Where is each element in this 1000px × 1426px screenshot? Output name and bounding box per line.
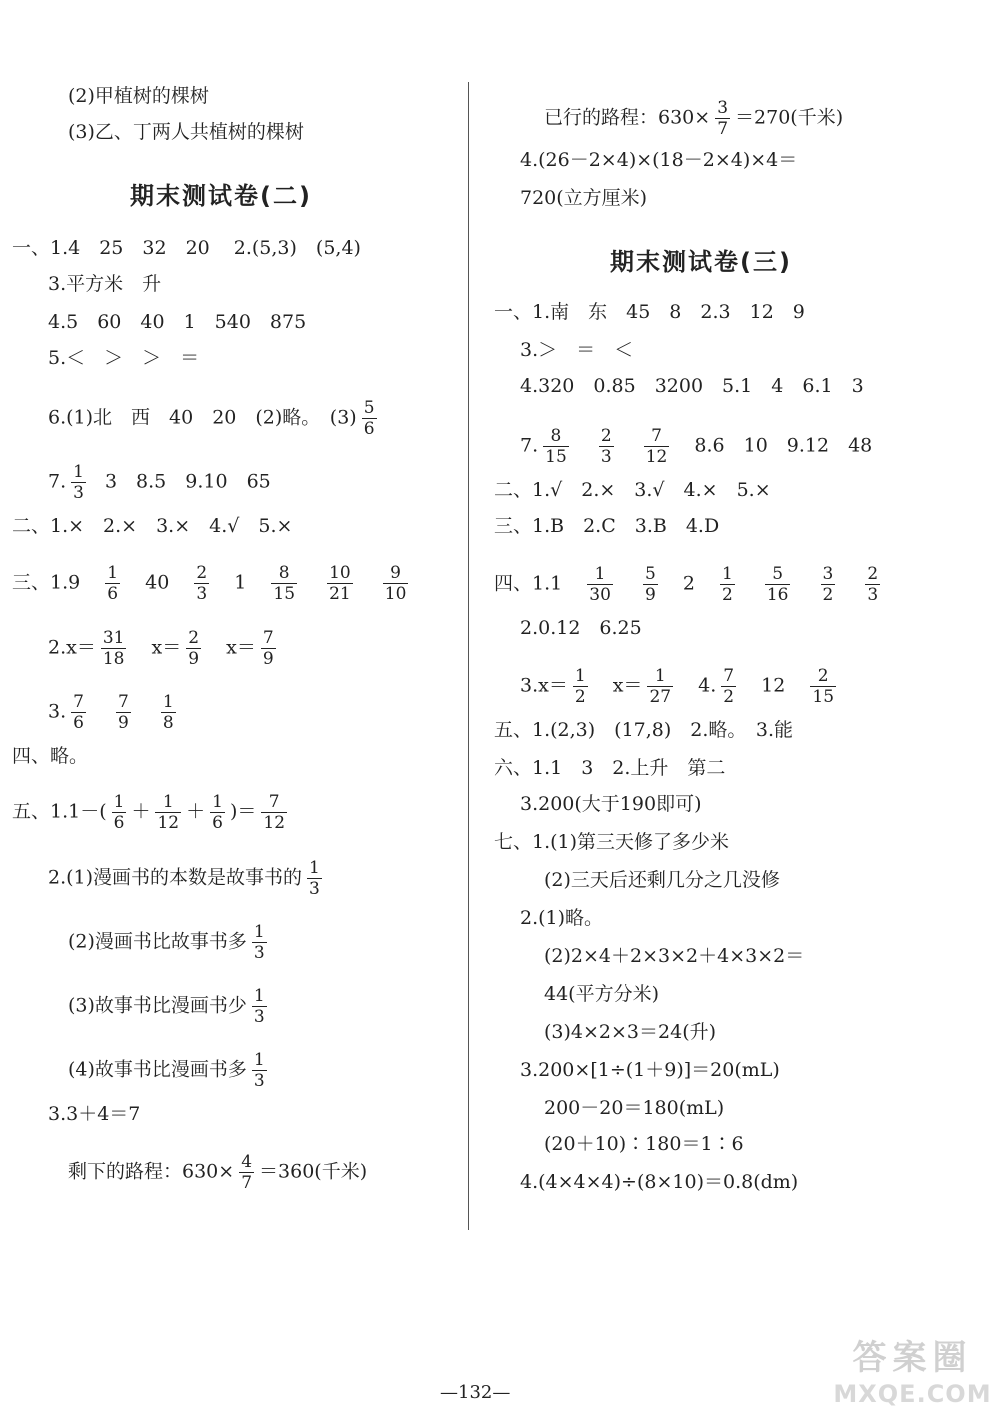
answer-line: 3.200(大于190即可) <box>520 793 702 815</box>
answer-line: 3. $\frac{7}{6}$ $\frac{7}{9}$ $\frac{1}{8}$ <box>48 692 174 733</box>
answer-line: 六、1.1 3 2.上升 第二 <box>494 757 726 779</box>
answer-line: 44(平方分米) <box>544 983 660 1005</box>
fraction: $\frac{31}{18}$ <box>102 628 125 669</box>
fraction: $\frac{8}{15}$ <box>545 426 567 467</box>
fraction: $\frac{1}{3}$ <box>253 986 265 1027</box>
answer-line: 2.(1)漫画书的本数是故事书的 $\frac{1}{3}$ <box>48 858 320 899</box>
section-heading: 期末测试卷(二) <box>130 182 312 210</box>
fraction: $\frac{8}{15}$ <box>273 563 296 604</box>
fraction: $\frac{1}{6}$ <box>113 792 125 833</box>
answer-line: 3.＞ ＝ ＜ <box>520 339 634 361</box>
fraction: $\frac{5}{6}$ <box>363 398 375 439</box>
fraction: $\frac{7}{6}$ <box>73 692 84 733</box>
fraction: $\frac{10}{21}$ <box>329 563 351 604</box>
fraction: $\frac{2}{9}$ <box>188 628 200 669</box>
page-number: —132— <box>440 1382 511 1403</box>
fraction: $\frac{4}{7}$ <box>241 1152 253 1193</box>
answer-line: 7. $\frac{8}{15}$ $\frac{2}{3}$ $\frac{7}{12}$ 8.6 10 9.12 48 <box>520 426 873 467</box>
answer-line: 五、1.1－( $\frac{1}{6}$ ＋ $\frac{1}{12}$ ＋ $\frac{1}{6}$ )＝ $\frac{7}{12}$ <box>12 792 286 833</box>
answer-line: (20＋10)∶180＝1∶6 <box>544 1133 744 1155</box>
watermark-logo <box>830 1330 995 1420</box>
answer-line: 4.(26－2×4)×(18－2×4)×4＝ <box>520 149 798 171</box>
fraction: $\frac{7}{12}$ <box>263 792 286 833</box>
fraction: $\frac{2}{3}$ <box>196 563 208 604</box>
watermark-title: 答案圈 <box>852 1338 973 1378</box>
fraction: $\frac{2}{3}$ <box>867 564 879 605</box>
fraction: $\frac{7}{9}$ <box>262 628 274 669</box>
fraction: $\frac{5}{9}$ <box>644 564 656 605</box>
answer-line: (3)故事书比漫画书少 $\frac{1}{3}$ <box>68 986 265 1027</box>
fraction: $\frac{3}{2}$ <box>822 564 834 605</box>
fraction: $\frac{1}{12}$ <box>157 792 180 833</box>
answer-line: 五、1.(2,3) (17,8) 2.略。 3.能 <box>494 719 794 741</box>
answer-line: 3.3＋4＝7 <box>48 1103 141 1125</box>
answer-line: 七、1.(1)第三天修了多少米 <box>494 831 730 853</box>
answer-line: 200－20＝180(mL) <box>544 1097 725 1119</box>
fraction: $\frac{1}{3}$ <box>309 858 320 899</box>
answer-line: 四、1.1 $\frac{1}{30}$ $\frac{5}{9}$ 2 $\frac{1}{2}$ $\frac{5}{16}$ $\frac{3}{2}$ $\frac{2}{3}$ <box>494 564 879 605</box>
fraction: $\frac{7}{9}$ <box>118 692 129 733</box>
answer-line: (2)三天后还剩几分之几没修 <box>544 869 780 891</box>
answer-line: 剩下的路程：630× $\frac{4}{7}$ ＝360(千米) <box>68 1152 368 1193</box>
answer-line: 二、1.× 2.× 3.× 4.√ 5.× <box>12 515 293 537</box>
fraction: $\frac{1}{8}$ <box>162 692 174 733</box>
fraction: $\frac{1}{6}$ <box>212 792 223 833</box>
answer-line: 四、略。 <box>12 745 89 767</box>
fraction: $\frac{1}{3}$ <box>73 462 84 503</box>
answer-line: 3.200×[1÷(1＋9)]＝20(mL) <box>520 1059 780 1081</box>
answer-line: 二、1.√ 2.× 3.√ 4.× 5.× <box>494 479 771 501</box>
answer-line: 一、1.南 东 45 8 2.3 12 9 <box>494 301 805 323</box>
answer-line: 三、1.B 2.C 3.B 4.D <box>494 515 720 537</box>
answer-line: (3)4×2×3＝24(升) <box>544 1021 717 1043</box>
fraction: $\frac{7}{2}$ <box>723 666 735 707</box>
fraction: $\frac{1}{2}$ <box>721 564 733 605</box>
fraction: $\frac{1}{3}$ <box>253 922 265 963</box>
fraction: $\frac{1}{30}$ <box>589 564 611 605</box>
answer-line: 7. $\frac{1}{3}$ 3 8.5 9.10 65 <box>48 462 271 503</box>
fraction: $\frac{9}{10}$ <box>384 563 407 604</box>
answer-line: 5.＜ ＞ ＞ ＝ <box>48 347 200 369</box>
answer-line: 2.x＝ $\frac{31}{18}$ x＝ $\frac{2}{9}$ x＝ $\frac{7}{9}$ <box>48 628 274 669</box>
fraction: $\frac{3}{7}$ <box>717 98 729 139</box>
answer-line: 4.320 0.85 3200 5.1 4 6.1 3 <box>520 375 864 397</box>
fraction: $\frac{1}{3}$ <box>253 1050 265 1091</box>
answer-line: 3.平方米 升 <box>48 273 162 295</box>
fraction: $\frac{2}{15}$ <box>812 666 835 707</box>
answer-line: 4.5 60 40 1 540 875 <box>48 311 307 333</box>
text-line: (3)乙、丁两人共植树的棵树 <box>68 121 304 143</box>
answer-line: (2)漫画书比故事书多 $\frac{1}{3}$ <box>68 922 265 963</box>
answer-line: (4)故事书比漫画书多 $\frac{1}{3}$ <box>68 1050 265 1091</box>
answer-line: 已行的路程：630× $\frac{3}{7}$ ＝270(千米) <box>544 98 844 139</box>
fraction: $\frac{1}{6}$ <box>107 563 119 604</box>
answer-line: 一、1.4 25 32 20 2.(5,3) (5,4) <box>12 237 361 259</box>
fraction: $\frac{5}{16}$ <box>766 564 789 605</box>
answer-line: 2.(1)略。 <box>520 907 604 929</box>
column-divider <box>468 82 469 1230</box>
answer-line: 2.0.12 6.25 <box>520 617 642 639</box>
answer-line: 3.x＝ $\frac{1}{2}$ x＝ $\frac{1}{27}$ 4. $\frac{7}{2}$ 12 $\frac{2}{15}$ <box>520 666 835 707</box>
answer-line: 6.(1)北 西 40 20 (2)略。 (3) $\frac{5}{6}$ <box>48 398 375 439</box>
watermark-url: MXQE.COM <box>833 1380 992 1408</box>
fraction: $\frac{7}{12}$ <box>645 426 668 467</box>
fraction: $\frac{1}{27}$ <box>649 666 672 707</box>
fraction: $\frac{2}{3}$ <box>600 426 612 467</box>
answer-line: 4.(4×4×4)÷(8×10)＝0.8(dm) <box>520 1171 799 1193</box>
fraction: $\frac{1}{2}$ <box>574 666 586 707</box>
answer-line: 三、1.9 $\frac{1}{6}$ 40 $\frac{2}{3}$ 1 $\frac{8}{15}$ $\frac{10}{21}$ $\frac{9}{10}$ <box>12 563 407 604</box>
answer-line: 720(立方厘米) <box>520 187 648 209</box>
text-line: (2)甲植树的棵树 <box>68 85 209 107</box>
section-heading: 期末测试卷(三) <box>610 248 792 276</box>
answer-line: (2)2×4＋2×3×2＋4×3×2＝ <box>544 945 805 967</box>
